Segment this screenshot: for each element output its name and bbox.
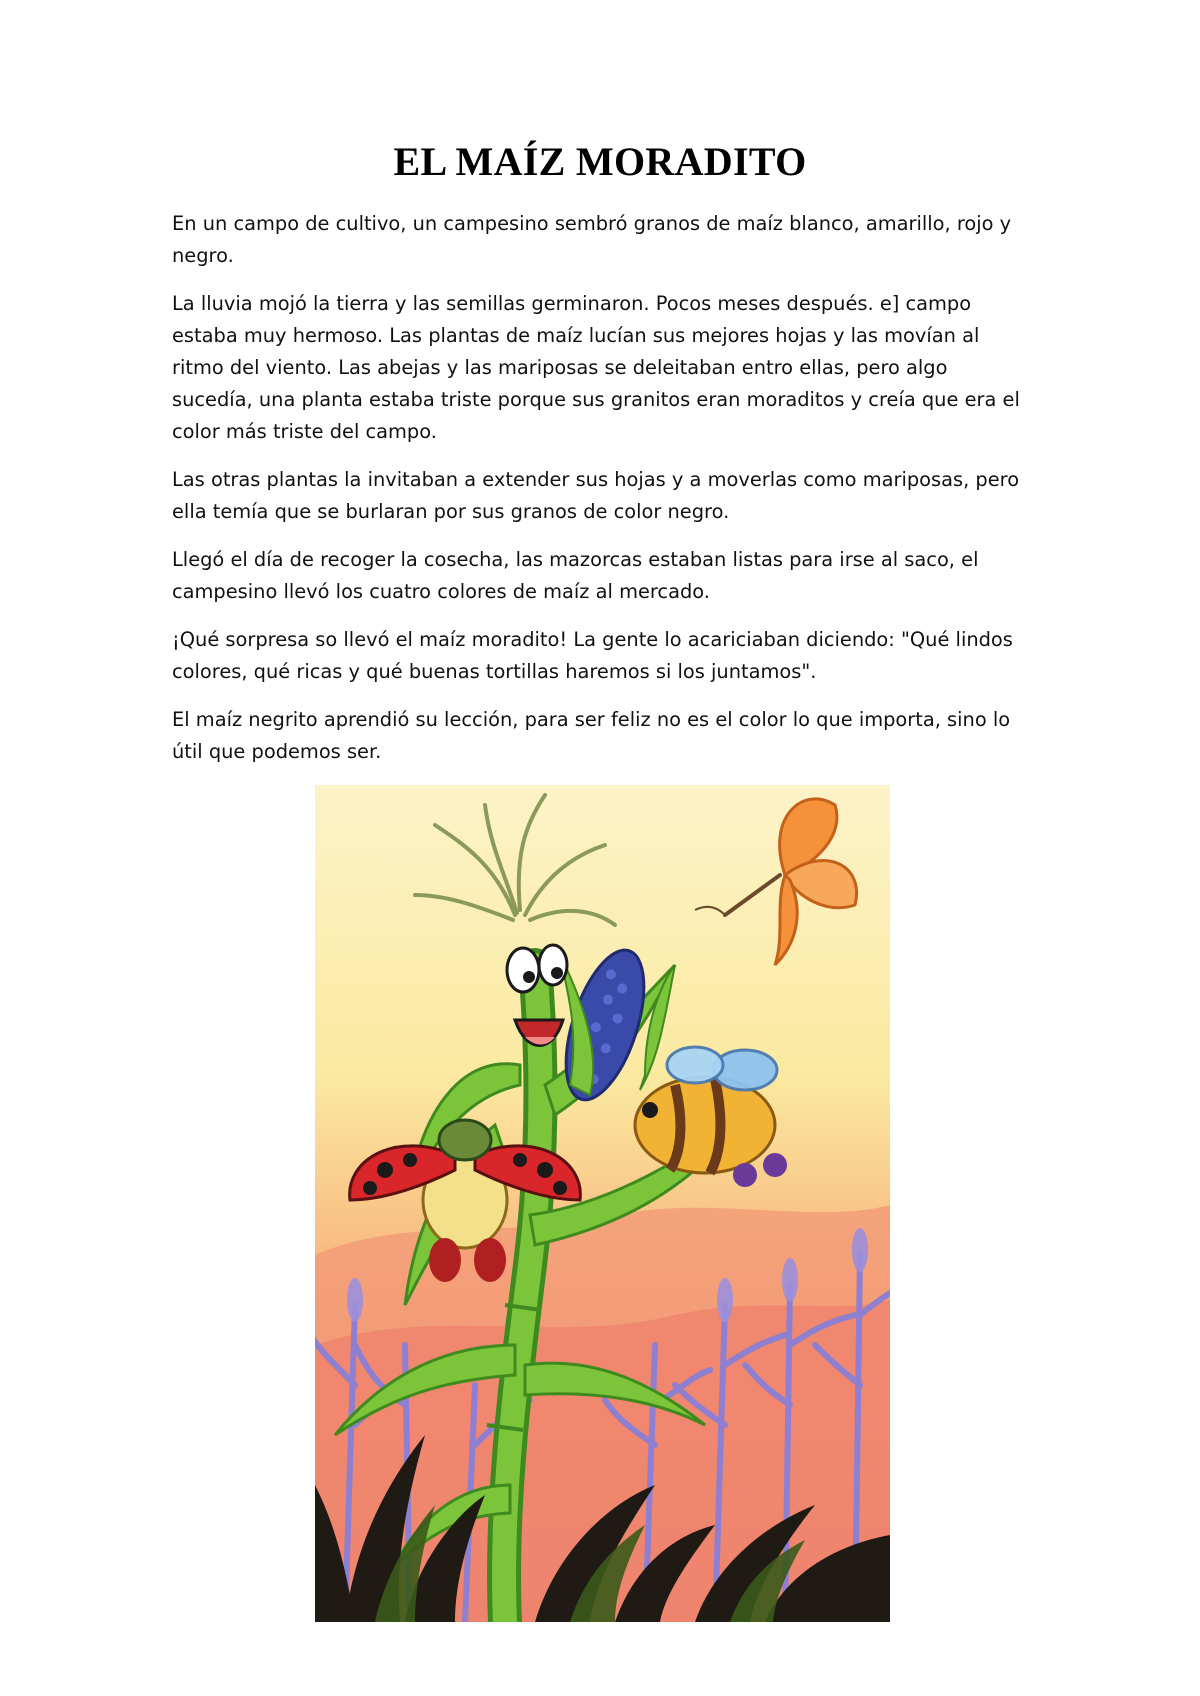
illustration-image (315, 785, 890, 1622)
page-title: EL MAÍZ MORADITO (393, 139, 807, 184)
paragraph: En un campo de cultivo, un campesino sembró granos de maíz blanco, amarillo, rojo y negro. (172, 212, 1012, 267)
paragraph: El maíz negrito aprendió su lección, para ser feliz no es el color lo que importa, sino lo útil que podemos ser. (172, 708, 1011, 763)
story-text (172, 208, 1032, 784)
paragraph: La lluvia mojó la tierra y las semillas germinaron. Pocos meses después. e] campo estaba muy hermoso. Las plantas de maíz lucían sus mejores hojas y las movían al ritmo del viento. Las abejas y las mariposas se deleitaban entro ellas, pero algo sucedía, una planta estaba triste porque sus granitos eran moraditos y creía que era el color más triste del campo. (172, 292, 1020, 443)
story-illustration (315, 785, 890, 1622)
paragraph: Las otras plantas la invitaban a extender sus hojas y a moverlas como mariposas, pero ella temía que se burlaran por sus granos de color negro. (172, 468, 1020, 523)
paragraph: ¡Qué sorpresa so llevó el maíz moradito! La gente lo acariciaban diciendo: "Qué lindos colores, qué ricas y qué buenas tortillas haremos si los juntamos". (172, 628, 1013, 683)
paragraph: Llegó el día de recoger la cosecha, las mazorcas estaban listas para irse al saco, el campesino llevó los cuatro colores de maíz al mercado. (172, 548, 979, 603)
